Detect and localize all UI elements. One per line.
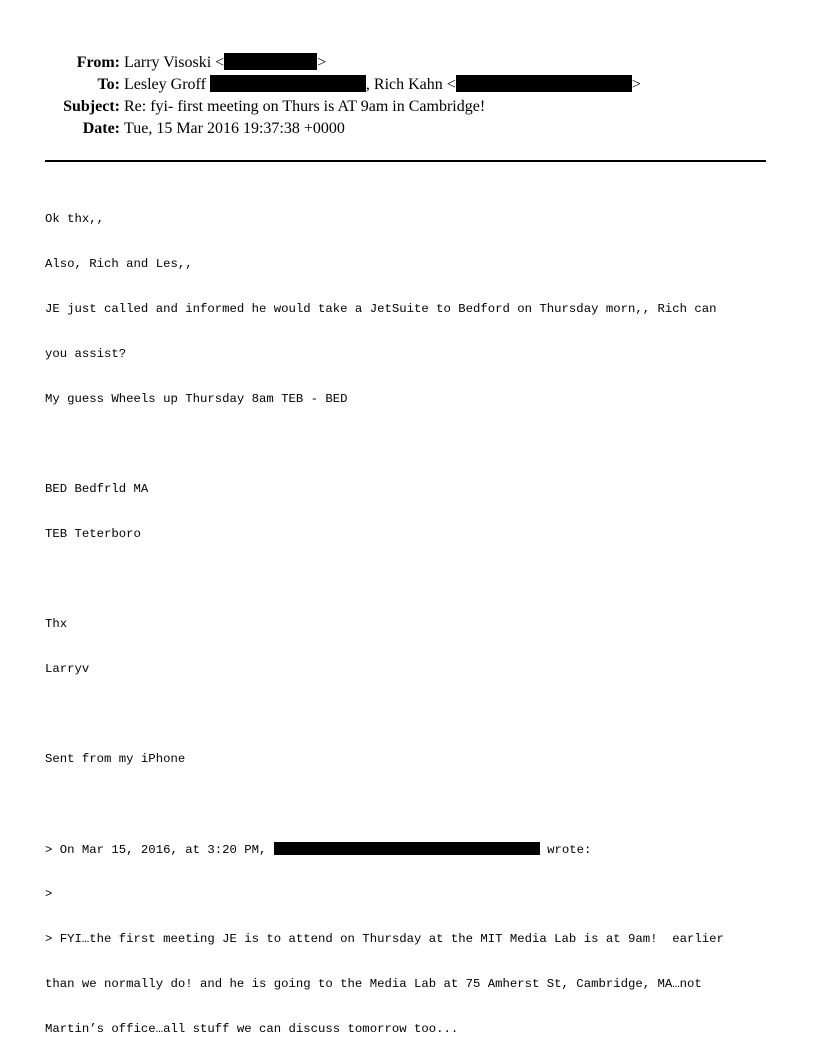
from-close: > — [317, 54, 327, 71]
to-close: > — [631, 76, 641, 93]
quote-suffix: wrote: — [539, 843, 592, 857]
quote-prefix: > On Mar 15, 2016, at 3:20 PM, — [45, 843, 274, 857]
email-header — [0, 52, 816, 140]
redacted-email — [456, 75, 632, 92]
body-line — [45, 707, 775, 722]
date-row — [0, 118, 816, 140]
body-line: Also, Rich and Les,, — [45, 257, 193, 271]
redacted-email — [224, 53, 317, 70]
email-body — [45, 182, 775, 1052]
body-line: BED Bedfrld MA — [45, 482, 149, 496]
subject-label: Subject: — [63, 98, 120, 115]
body-line — [45, 572, 775, 587]
to-label: To: — [97, 76, 120, 93]
body-line: JE just called and informed he would take a JetSuite to Bedford on Thursday morn,, Rich can — [45, 302, 717, 316]
body-line: Larryv — [45, 662, 90, 676]
body-line: Ok thx,, — [45, 212, 105, 226]
quote-attribution — [45, 842, 775, 857]
body-line: My guess Wheels up Thursday 8am TEB - BED — [45, 392, 348, 406]
body-line: Thx — [45, 617, 68, 631]
from-row — [0, 52, 816, 74]
redacted-sender — [274, 842, 540, 855]
header-divider — [45, 160, 766, 162]
quote-line: > — [45, 887, 53, 901]
to-recipient-1: Lesley Groff — [124, 76, 210, 93]
quote-line: Martin’s office…all stuff we can discuss tomorrow too... — [45, 1022, 459, 1036]
to-value — [124, 74, 641, 96]
body-line: Sent from my iPhone — [45, 752, 186, 766]
body-line: TEB Teterboro — [45, 527, 141, 541]
from-name: Larry Visoski < — [124, 54, 225, 71]
date-value: Tue, 15 Mar 2016 19:37:38 +0000 — [124, 120, 345, 137]
to-separator: , Rich Kahn < — [365, 76, 456, 93]
subject-value: Re: fyi- first meeting on Thurs is AT 9am in Cambridge! — [124, 98, 486, 115]
body-line — [45, 437, 775, 452]
redacted-email — [210, 75, 366, 92]
from-label: From: — [76, 54, 120, 71]
subject-row — [0, 96, 816, 118]
from-value — [124, 52, 326, 74]
quote-line: than we normally do! and he is going to the Media Lab at 75 Amherst St, Cambridge, MA…not — [45, 977, 702, 991]
date-label: Date: — [82, 120, 120, 137]
quote-line: > FYI…the first meeting JE is to attend on Thursday at the MIT Media Lab is at 9am! earlier — [45, 932, 724, 946]
body-line: you assist? — [45, 347, 127, 361]
to-row — [0, 74, 816, 96]
body-line — [45, 797, 775, 812]
